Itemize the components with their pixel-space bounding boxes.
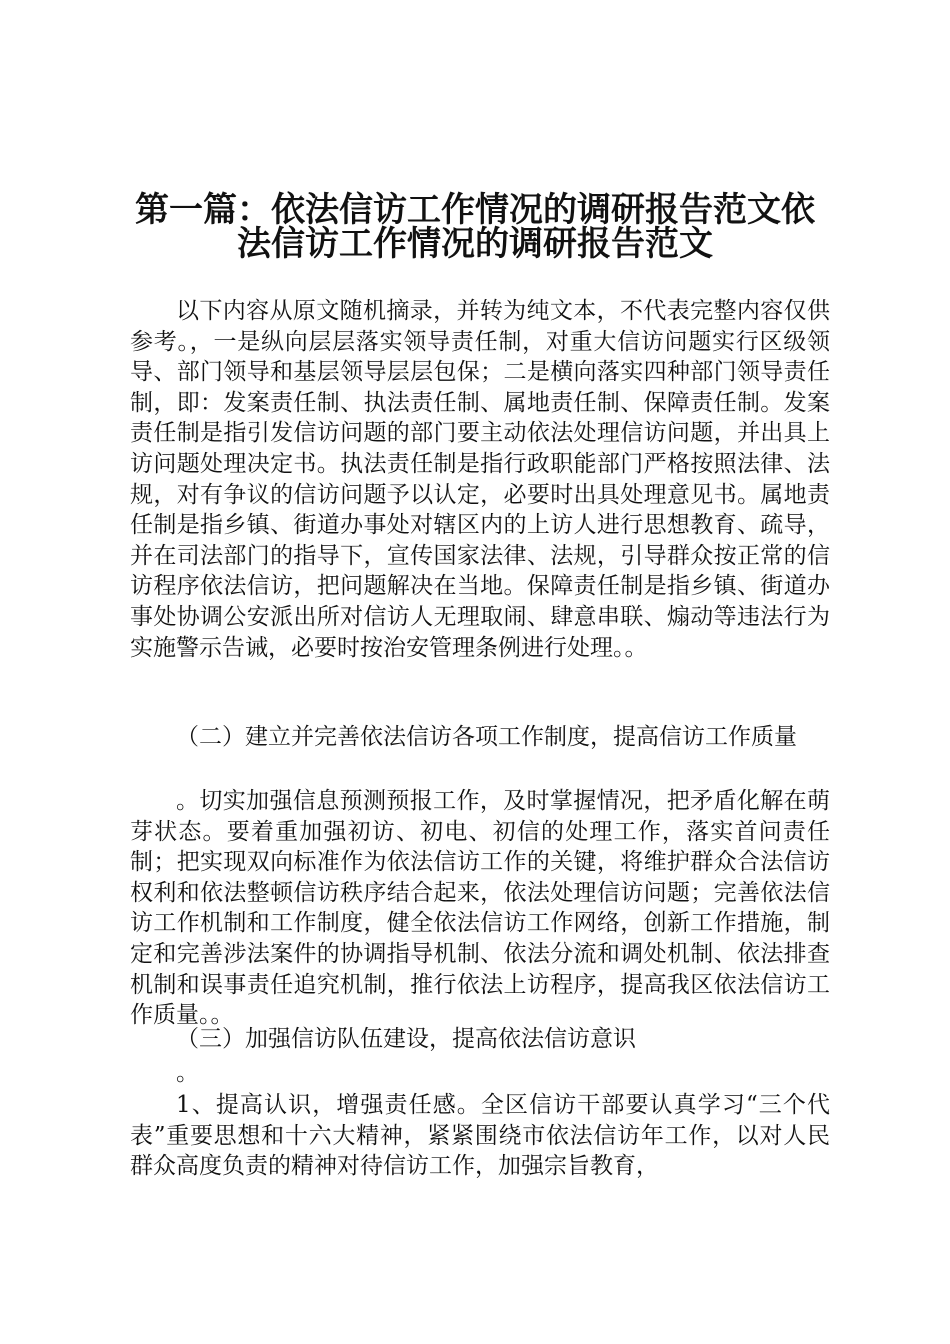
paragraph-text: 。 — [176, 1060, 199, 1086]
document-title-line-1: 第一篇：依法信访工作情况的调研报告范文依 — [135, 190, 815, 230]
section-heading-text: （三）加强信访队伍建设，提高依法信访意识 — [176, 1026, 636, 1052]
paragraph-text: 1、提高认识，增强责任感。全区信访干部要认真学习“三个代表”重要思想和十六大精神，紧紧围绕市依法信访年工作，以对人民群众高度负责的精神对待信访工作，加强宗旨教育， — [130, 1092, 830, 1180]
section-heading-2 — [130, 722, 830, 753]
paragraph-period — [130, 1058, 830, 1089]
paragraph-section-2-body — [130, 786, 830, 1031]
section-heading-text: （二）建立并完善依法信访各项工作制度，提高信访工作质量 — [176, 724, 797, 750]
paragraph-item-1 — [130, 1090, 830, 1182]
paragraph-excerpt-intro — [130, 296, 830, 663]
paragraph-text: 。切实加强信息预测预报工作，及时掌握情况，把矛盾化解在萌芽状态。要着重加强初访、初电、初信的处理工作，落实首问责任制；把实现双向标准作为依法信访工作的关键，将维护群众合法信访权利和依法整顿信访秩序结合起来，依法处理信访问题；完善依法信访工作机制和工作制度，健全依法信访工作网络，创新工作措施，制定和完善涉法案件的协调指导机制、依法分流和调处机制、依法排查机制和误事责任追究机制，推行依法上访程序，提高我区依法信访工作质量。。 — [130, 788, 830, 1029]
document-title-line-2: 法信访工作情况的调研报告范文 — [237, 224, 713, 264]
section-heading-3 — [130, 1024, 830, 1055]
paragraph-text: 以下内容从原文随机摘录，并转为纯文本，不代表完整内容仅供参考。，一是纵向层层落实领导责任制，对重大信访问题实行区级领导、部门领导和基层领导层层包保；二是横向落实四种部门领导责任制，即：发案责任制、执法责任制、属地责任制、保障责任制。发案责任制是指引发信访问题的部门要主动依法处理信访问题，并出具上访问题处理决定书。执法责任制是指行政职能部门严格按照法律、法规，对有争议的信访问题予以认定，必要时出具处理意见书。属地责任制是指乡镇、街道办事处对辖区内的上访人进行思想教育、疏导，并在司法部门的指导下，宣传国家法律、法规，引导群众按正常的信访程序依法信访，把问题解决在当地。保障责任制是指乡镇、街道办事处协调公安派出所对信访人无理取闹、肆意串联、煽动等违法行为实施警示告诫，必要时按治安管理条例进行处理。。 — [130, 298, 830, 661]
